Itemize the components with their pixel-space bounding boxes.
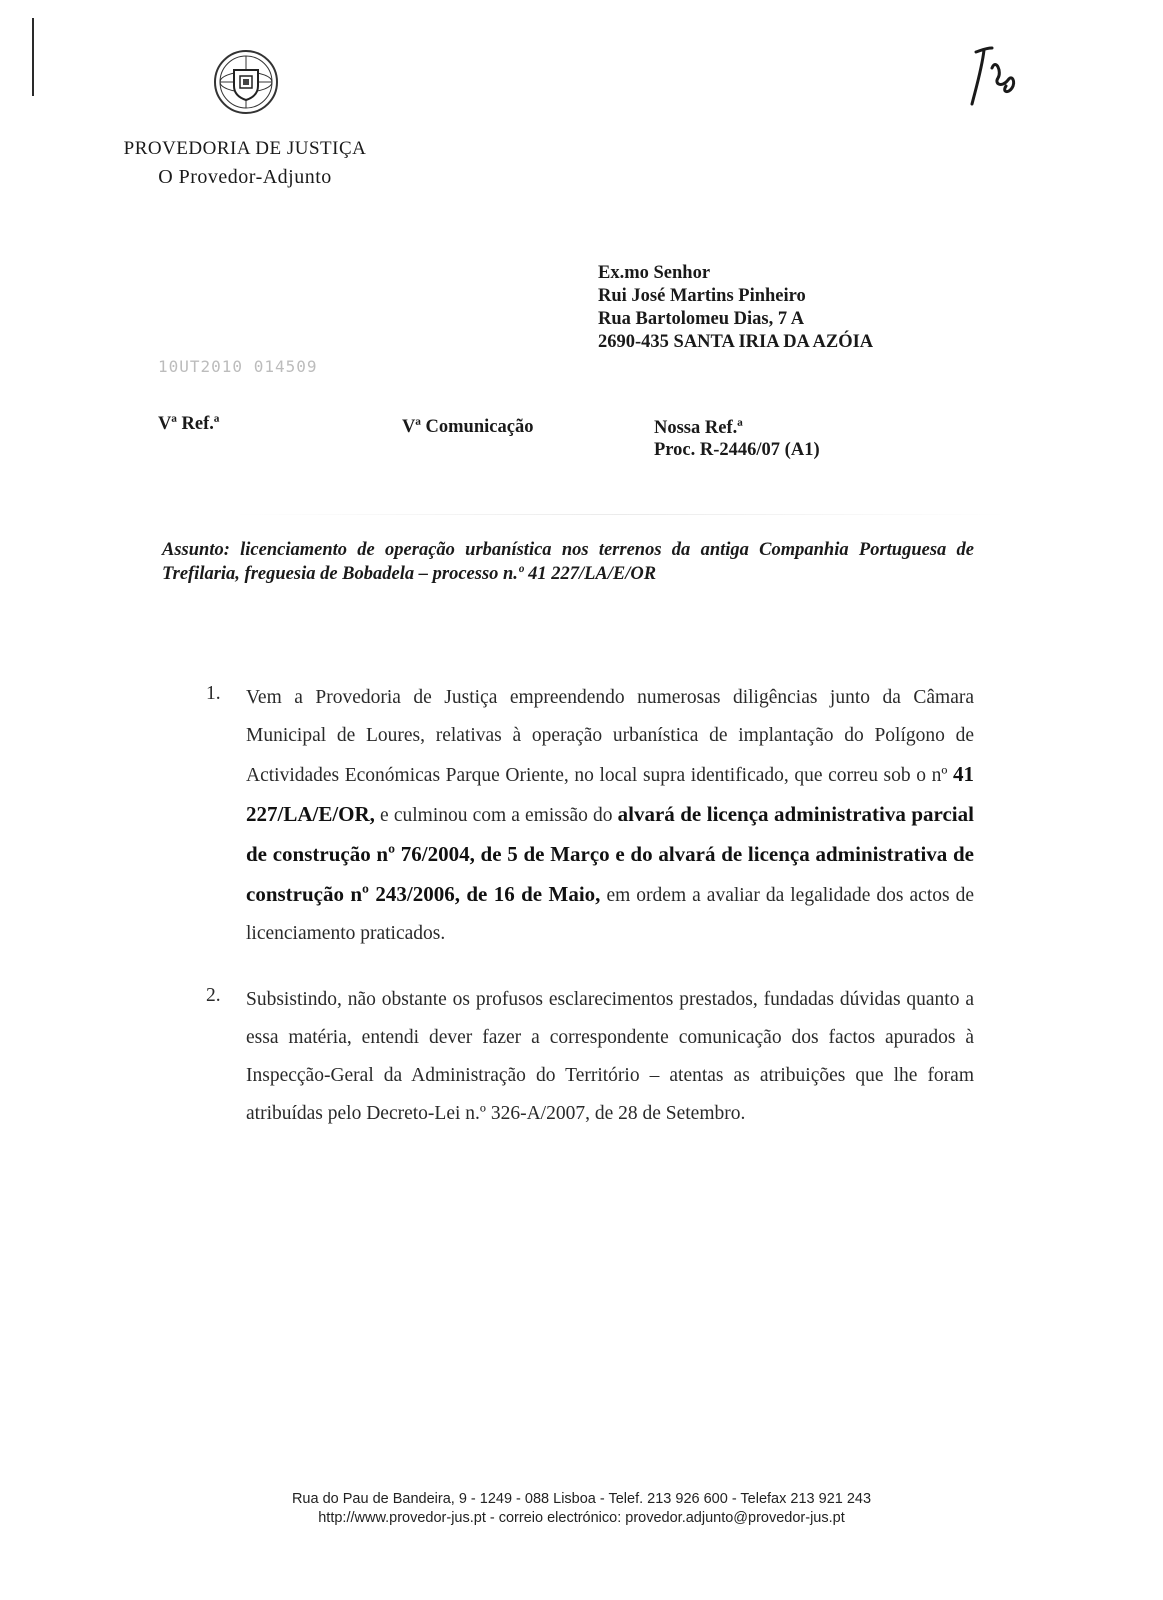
scan-edge-line (32, 18, 34, 96)
our-reference-label (654, 418, 743, 439)
recipient-street: Rua Bartolomeu Dias, 7 A (598, 309, 805, 329)
paragraph-1-permits: alvará de licença administrativa parcial de construção nº 76/2004, de 5 de Março e do alvará de licença administrativa de construção nº 243/2006, de 16 de Maio, (246, 802, 974, 906)
our-reference-value: Proc. R-2446/07 (A1) (654, 440, 820, 460)
recipient-salutation: Ex.mo Senhor (598, 263, 711, 283)
footer-address: Rua do Pau de Bandeira, 9 - 1249 - 088 Lisboa - Telef. 213 926 600 - Telefax 213 921 243 (291, 1491, 872, 1507)
subject-line (162, 538, 974, 586)
recipient-city: 2690-435 SANTA IRIA DA AZÓIA (598, 332, 874, 352)
paragraph-number: 1. (206, 683, 221, 704)
recipient-name: Rui José Martins Pinheiro (598, 286, 806, 306)
paragraph-number: 2. (206, 985, 221, 1006)
your-reference-label: Vª Ref.ª (158, 414, 220, 434)
our-reference-label-text: Nossa Ref.ª (654, 418, 743, 438)
coat-of-arms-icon (212, 48, 280, 116)
handwritten-initials (962, 38, 1032, 108)
date-stamp: 10UT2010 014509 (158, 357, 318, 376)
subject-text: licenciamento de operação urbanística nos terrenos da antiga Companhia Portuguesa de Trefilaria, freguesia de Bobadela – processo n.º 41 227/LA/E/OR (162, 540, 975, 584)
organization-name: PROVEDORIA DE JUSTIÇA (123, 138, 367, 159)
paragraph-1-process-number: 41 227/LA/E/OR, (246, 762, 974, 826)
divider (230, 514, 1010, 515)
paragraph-1-text-b: e culminou com a emissão do (374, 805, 618, 826)
subject-label: Assunto: (162, 540, 230, 560)
your-communication-label: Vª Comunicação (402, 417, 534, 437)
paragraph-1-text-a: Vem a Provedoria de Justiça empreendendo numerosas diligências junto da Câmara Municipal de Loures, relativas à operação urbanística de implantação do Polígono de Actividades Económicas Parque Oriente, no local supra identificado, que correu sob o nº (246, 687, 974, 786)
footer-contact: http://www.provedor-jus.pt - correio electrónico: provedor.adjunto@provedor-jus.pt (318, 1510, 845, 1526)
paragraph-1-text-c: em ordem a avaliar da legalidade dos actos de licenciamento praticados. (246, 885, 974, 944)
organization-subtitle: O Provedor-Adjunto (158, 166, 332, 188)
paragraph-1 (246, 679, 974, 953)
paragraph-2 (246, 981, 974, 1133)
paragraph-2-text: Subsistindo, não obstante os profusos esclarecimentos prestados, fundadas dúvidas quanto a essa matéria, entendi dever fazer a correspondente comunicação dos factos apurados à Inspecção-Geral da Administração do Território – atentas as atribuições que lhe foram atribuídas pelo Decreto-Lei n.º 326-A/2007, de 28 de Setembro. (246, 989, 974, 1124)
